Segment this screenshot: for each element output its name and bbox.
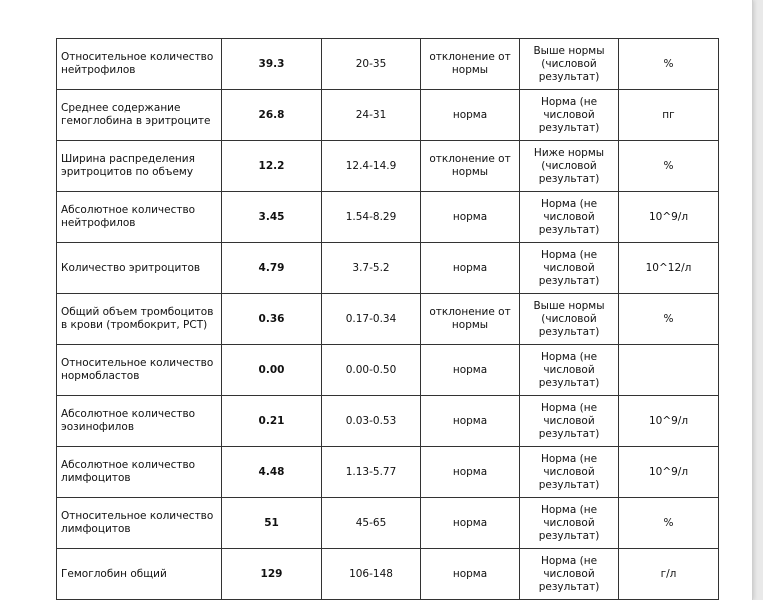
unit-cell: % — [619, 39, 719, 90]
test-name-cell: Абсолютное количество нейтрофилов — [57, 192, 222, 243]
reference-range-cell: 0.03-0.53 — [322, 396, 421, 447]
unit-cell — [619, 345, 719, 396]
test-name-cell: Абсолютное количество эозинофилов — [57, 396, 222, 447]
reference-range-cell: 106-148 — [322, 549, 421, 600]
status-cell: норма — [421, 549, 520, 600]
interpretation-cell: Норма (не числовой результат) — [520, 192, 619, 243]
table-row — [57, 498, 719, 549]
test-name-cell: Относительное количество нейтрофилов — [57, 39, 222, 90]
table-row — [57, 192, 719, 243]
unit-cell: % — [619, 498, 719, 549]
test-name-cell: Гемоглобин общий — [57, 549, 222, 600]
status-cell: норма — [421, 192, 520, 243]
result-value-cell: 51 — [222, 498, 322, 549]
unit-cell: % — [619, 141, 719, 192]
reference-range-cell: 24-31 — [322, 90, 421, 141]
table-row — [57, 141, 719, 192]
test-name-cell: Абсолютное количество лимфоцитов — [57, 447, 222, 498]
interpretation-cell: Норма (не числовой результат) — [520, 90, 619, 141]
test-name-cell: Среднее содержание гемоглобина в эритроците — [57, 90, 222, 141]
result-value-cell: 39.3 — [222, 39, 322, 90]
test-name-cell: Относительное количество лимфоцитов — [57, 498, 222, 549]
interpretation-cell: Норма (не числовой результат) — [520, 498, 619, 549]
status-cell: отклонение от нормы — [421, 294, 520, 345]
unit-cell: 10^9/л — [619, 192, 719, 243]
status-cell: норма — [421, 498, 520, 549]
result-value-cell: 0.00 — [222, 345, 322, 396]
status-cell: отклонение от нормы — [421, 39, 520, 90]
result-value-cell: 0.21 — [222, 396, 322, 447]
unit-cell: 10^12/л — [619, 243, 719, 294]
reference-range-cell: 0.17-0.34 — [322, 294, 421, 345]
result-value-cell: 26.8 — [222, 90, 322, 141]
status-cell: норма — [421, 90, 520, 141]
interpretation-cell: Норма (не числовой результат) — [520, 549, 619, 600]
interpretation-cell: Норма (не числовой результат) — [520, 345, 619, 396]
result-value-cell: 3.45 — [222, 192, 322, 243]
reference-range-cell: 12.4-14.9 — [322, 141, 421, 192]
unit-cell: пг — [619, 90, 719, 141]
result-value-cell: 4.48 — [222, 447, 322, 498]
reference-range-cell: 45-65 — [322, 498, 421, 549]
lab-results-table — [56, 38, 719, 600]
result-value-cell: 0.36 — [222, 294, 322, 345]
interpretation-cell: Норма (не числовой результат) — [520, 243, 619, 294]
interpretation-cell: Выше нормы (числовой результат) — [520, 294, 619, 345]
table-row — [57, 90, 719, 141]
unit-cell: % — [619, 294, 719, 345]
unit-cell: 10^9/л — [619, 447, 719, 498]
test-name-cell: Общий объем тромбоцитов в крови (тромбокрит, PCT) — [57, 294, 222, 345]
test-name-cell: Относительное количество нормобластов — [57, 345, 222, 396]
interpretation-cell: Ниже нормы (числовой результат) — [520, 141, 619, 192]
reference-range-cell: 3.7-5.2 — [322, 243, 421, 294]
unit-cell: г/л — [619, 549, 719, 600]
interpretation-cell: Норма (не числовой результат) — [520, 447, 619, 498]
status-cell: отклонение от нормы — [421, 141, 520, 192]
status-cell: норма — [421, 345, 520, 396]
test-name-cell: Количество эритроцитов — [57, 243, 222, 294]
interpretation-cell: Выше нормы (числовой результат) — [520, 39, 619, 90]
table-row — [57, 243, 719, 294]
reference-range-cell: 20-35 — [322, 39, 421, 90]
test-name-cell: Ширина распределения эритроцитов по объему — [57, 141, 222, 192]
result-value-cell: 4.79 — [222, 243, 322, 294]
status-cell: норма — [421, 396, 520, 447]
reference-range-cell: 1.54-8.29 — [322, 192, 421, 243]
table-row — [57, 39, 719, 90]
status-cell: норма — [421, 447, 520, 498]
table-row — [57, 447, 719, 498]
table-row — [57, 294, 719, 345]
reference-range-cell: 0.00-0.50 — [322, 345, 421, 396]
table-row — [57, 549, 719, 600]
table-row — [57, 345, 719, 396]
table-row — [57, 396, 719, 447]
interpretation-cell: Норма (не числовой результат) — [520, 396, 619, 447]
reference-range-cell: 1.13-5.77 — [322, 447, 421, 498]
result-value-cell: 12.2 — [222, 141, 322, 192]
result-value-cell: 129 — [222, 549, 322, 600]
status-cell: норма — [421, 243, 520, 294]
unit-cell: 10^9/л — [619, 396, 719, 447]
